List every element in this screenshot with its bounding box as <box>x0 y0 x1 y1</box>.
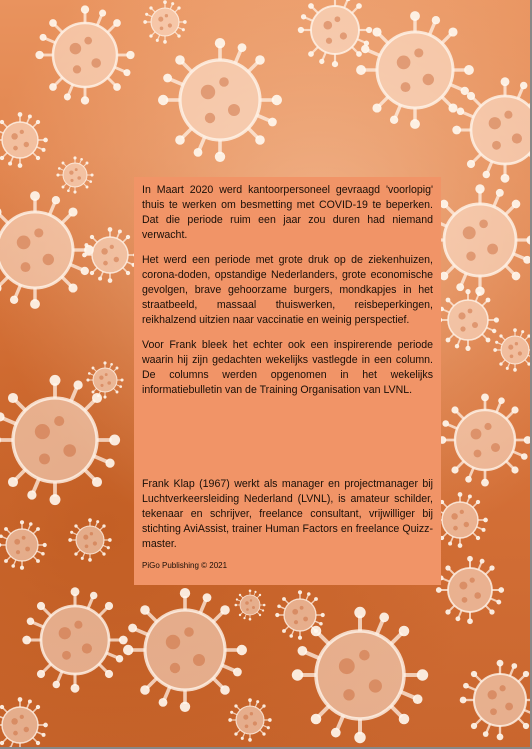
copyright-notice: PiGo Publishing © 2021 <box>142 561 228 570</box>
author-bio: Frank Klap (1967) werkt als manager en projectmanager bij Luchtverkeersleiding Nederland (LVNL), is amateur schilder, tekenaar en schrijver, freelance consultant, vrijwilliger bij stichting AviAssist, trainer Human Factors en freelance Quizz-master. <box>142 478 433 550</box>
intro-paragraph: In Maart 2020 werd kantoorpersoneel gevraagd 'voorlopig' thuis te werken om besmetting met COVID-19 te beperken. Dat die periode ruim een jaar zou duren had niemand verwacht. <box>142 184 433 241</box>
author-bio-block <box>142 477 433 571</box>
period-paragraph: Het werd een periode met grote druk op de ziekenhuizen, corona-doden, opstandige Nederlanders, grote economische gevolgen, brave gehoorzame burgers, mondkapjes in het straatbeeld, massaal thuiswerken, reisbeperkingen, reikhalzend uitzien naar vaccinatie en weinig perspectief. <box>142 254 433 326</box>
column-paragraph: Voor Frank bleek het echter ook een inspirerende periode waarin hij zijn gedachten wekelijks vastlegde in een column. De columns werden opgenomen in het wekelijks informatiebulletin van de Training Organisation van LVNL. <box>142 339 433 396</box>
text-panel <box>134 177 441 585</box>
